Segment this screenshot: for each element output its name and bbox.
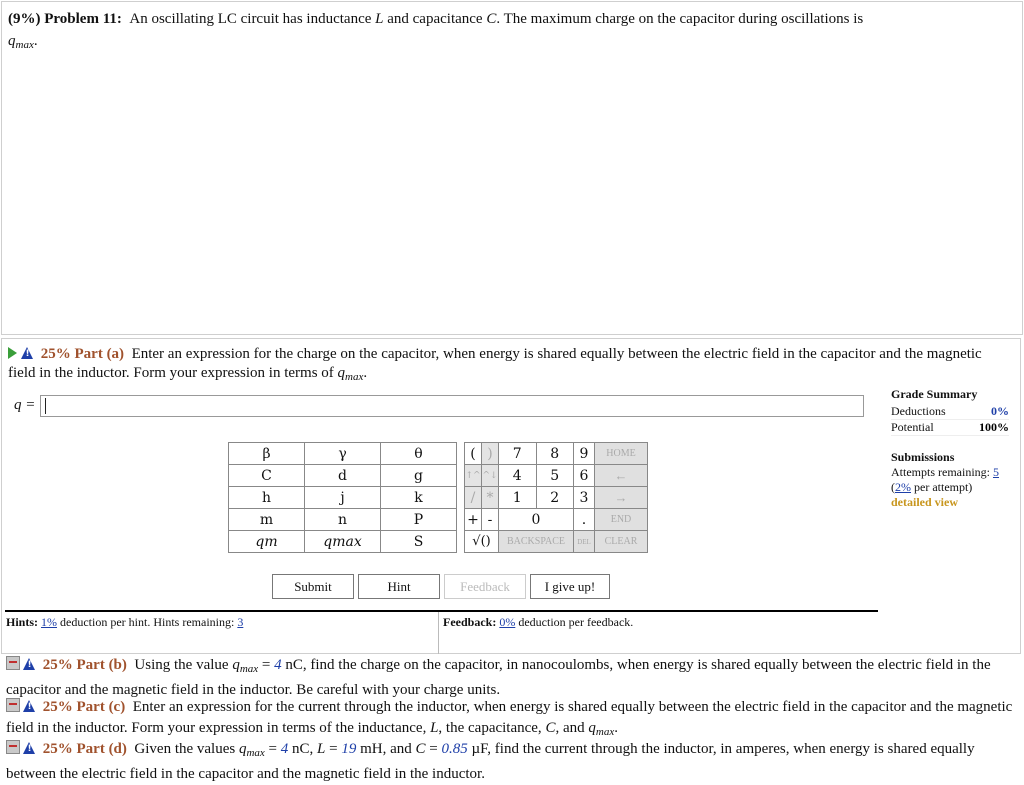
key-P[interactable]: P [381,509,457,531]
key-3[interactable]: 3 [574,487,595,509]
key-7[interactable]: 7 [499,443,537,465]
key-subscript[interactable]: ^↓ [482,465,499,487]
key-multiply[interactable]: * [482,487,499,509]
key-k[interactable]: k [381,487,457,509]
submissions-panel: Submissions Attempts remaining: 5 (2% per attempt) detailed view [891,450,1009,510]
key-4[interactable]: 4 [499,465,537,487]
key-dot[interactable]: . [574,509,595,531]
warning-icon [23,700,36,712]
feedback-button[interactable]: Feedback [444,574,526,599]
feedback-info: Feedback: 0% deduction per feedback. [443,615,634,629]
play-icon[interactable] [8,347,17,359]
key-2[interactable]: 2 [536,487,574,509]
key-backspace[interactable]: BACKSPACE [499,531,574,553]
per-attempt-pct: 2% [895,480,911,494]
key-clear[interactable]: CLEAR [595,531,648,553]
warning-icon [23,742,36,754]
key-beta[interactable]: β [229,443,305,465]
key-S[interactable]: S [381,531,457,553]
detailed-view-link[interactable]: detailed view [891,495,958,509]
key-0[interactable]: 0 [499,509,574,531]
grade-summary: Grade Summary Deductions 0% Potential 100% [891,387,1009,434]
part-a-panel [1,338,1021,654]
give-up-button[interactable]: I give up! [530,574,610,599]
key-g[interactable]: g [381,465,457,487]
key-superscript[interactable]: ↑^ [465,465,482,487]
key-n[interactable]: n [305,509,381,531]
edit-icon [6,740,20,754]
key-open-paren[interactable]: ( [465,443,482,465]
number-keypad [464,442,648,553]
part-b-heading[interactable]: ! 25% Part (b) Using the value $q_{max} = 4$ nC, find the charge on the capacitor, in nanocoulombs, when energy is shared equally between the electric field in the capacitor and the magnetic field in the inductor. Be careful with your charge units. [6,655,1018,701]
problem-statement: (9%) Problem 11: An oscillating LC circuit has inductance L and capacitance C. The maximum charge on the capacitor during oscillations is $q_{max}$. [8,11,864,51]
key-end[interactable]: END [595,509,648,531]
part-a-heading: ! 25% Part (a) Enter an expression for the charge on the capacitor, when energy is shared equally between the electric field in the capacitor and the magnetic field in the inductor. Form your expression in terms of $q_{max}$. [8,345,1008,387]
answer-label: q = [14,397,36,413]
key-9[interactable]: 9 [574,443,595,465]
key-right-arrow[interactable]: → [595,487,648,509]
part-a-label: 25% Part (a) [40,346,125,362]
key-minus[interactable]: - [482,509,499,531]
key-m[interactable]: m [229,509,305,531]
warning-icon [21,347,34,359]
hints-info: Hints: 1% deduction per hint. Hints remaining: 3 [6,615,244,629]
part-d-heading[interactable]: ! 25% Part (d) Given the values $q_{max} = 4$ nC, L = 19 mH, and C = 0.85 µF, find the current through the inductor, in amperes, when energy is shared equally between the electric field in the capacitor and the magnetic field in the inductor. [6,739,1018,785]
submit-button[interactable]: Submit [272,574,354,599]
potential-value: 100% [979,420,1009,434]
deductions-value: 0% [991,404,1009,418]
key-8[interactable]: 8 [536,443,574,465]
divider [438,612,439,654]
key-close-paren[interactable]: ) [482,443,499,465]
key-h[interactable]: h [229,487,305,509]
key-5[interactable]: 5 [536,465,574,487]
key-home[interactable]: HOME [595,443,648,465]
key-C[interactable]: C [229,465,305,487]
hint-feedback-bar [5,610,878,654]
key-divide[interactable]: / [465,487,482,509]
answer-input[interactable] [40,395,864,417]
key-6[interactable]: 6 [574,465,595,487]
problem-panel [1,1,1023,335]
key-d[interactable]: d [305,465,381,487]
key-left-arrow[interactable]: ← [595,465,648,487]
key-theta[interactable]: θ [381,443,457,465]
key-gamma[interactable]: γ [305,443,381,465]
key-del[interactable]: DEL [574,531,595,553]
key-1[interactable]: 1 [499,487,537,509]
hints-remaining: 3 [237,615,244,629]
problem-label: (9%) Problem 11: [8,11,122,27]
attempts-remaining: 5 [992,465,999,479]
key-plus[interactable]: + [465,509,482,531]
key-j[interactable]: j [305,487,381,509]
hint-button[interactable]: Hint [358,574,440,599]
key-sqrt[interactable]: √() [465,531,499,553]
text-caret [45,398,46,414]
key-qmax[interactable]: qmax [305,531,381,553]
warning-icon [23,658,36,670]
key-qm[interactable]: qm [229,531,305,553]
edit-icon [6,698,20,712]
part-c-heading[interactable]: ! 25% Part (c) Enter an expression for the current through the inductor, when energy is shared equally between the electric field in the capacitor and the magnetic field in the inductor. Form your expression in terms of the inductance, L, the capacitance, C, and $q_{max}$. [6,697,1018,743]
edit-icon [6,656,20,670]
symbol-keypad [228,442,457,553]
